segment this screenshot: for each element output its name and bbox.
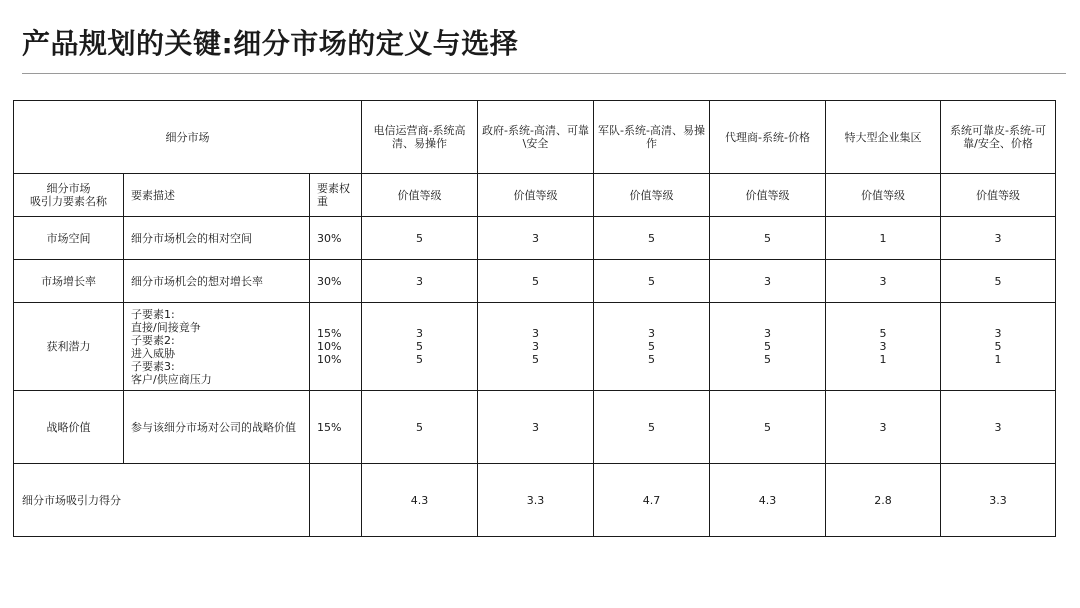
segment-header-cell: 细分市场 [14, 101, 362, 174]
value-level: 1 [826, 217, 941, 260]
value-level: 5 [594, 217, 710, 260]
factor-name: 战略价值 [14, 391, 124, 464]
value-level: 3 [941, 391, 1056, 464]
segment-header: 军队-系统-高清、易操作 [594, 101, 710, 174]
value-level: 3 5 1 [941, 303, 1056, 391]
factor-name: 获利潜力 [14, 303, 124, 391]
factor-description: 细分市场机会的相对空间 [124, 217, 310, 260]
factor-name: 市场增长率 [14, 260, 124, 303]
factor-description: 参与该细分市场对公司的战略价值 [124, 391, 310, 464]
value-level: 3 3 5 [478, 303, 594, 391]
value-level-header: 价值等级 [826, 174, 941, 217]
factor-name-header: 细分市场 吸引力要素名称 [14, 174, 124, 217]
value-level: 5 [941, 260, 1056, 303]
value-level: 3 [826, 260, 941, 303]
total-score: 4.3 [710, 464, 826, 537]
segment-header: 系统可靠皮-系统-可靠/安全、价格 [941, 101, 1056, 174]
total-score: 3.3 [478, 464, 594, 537]
table-row [14, 217, 1056, 260]
table-row [14, 303, 1056, 391]
table-footer-row [14, 464, 1056, 537]
value-level: 3 [362, 260, 478, 303]
segment-header: 特大型企业集区 [826, 101, 941, 174]
table-row [14, 391, 1056, 464]
value-level-header: 价值等级 [478, 174, 594, 217]
value-level: 5 [362, 391, 478, 464]
factor-description: 子要素1: 直接/间接竟争 子要素2: 进入威胁 子要素3: 客户/供应商压力 [124, 303, 310, 391]
value-level: 5 [362, 217, 478, 260]
table-header-row [14, 101, 1056, 174]
value-level: 3 [826, 391, 941, 464]
page-title: 产品规划的关键:细分市场的定义与选择 [22, 27, 519, 60]
value-level: 3 5 5 [362, 303, 478, 391]
factor-description: 细分市场机会的想对增长率 [124, 260, 310, 303]
table-subheader-row [14, 174, 1056, 217]
weight-header: 要素权 重 [310, 174, 362, 217]
segment-attractiveness-table [13, 100, 1056, 537]
segment-header: 代理商-系统-价格 [710, 101, 826, 174]
factor-weight: 15% [310, 391, 362, 464]
value-level: 5 [710, 391, 826, 464]
value-level: 3 5 5 [594, 303, 710, 391]
total-score: 3.3 [941, 464, 1056, 537]
total-score-label: 细分市场吸引力得分 [14, 464, 310, 537]
value-level: 3 5 5 [710, 303, 826, 391]
value-level: 5 [594, 391, 710, 464]
value-level: 5 [594, 260, 710, 303]
value-level: 5 [710, 217, 826, 260]
total-score: 4.3 [362, 464, 478, 537]
value-level: 3 [941, 217, 1056, 260]
factor-weight: 30% [310, 260, 362, 303]
value-level-header: 价值等级 [710, 174, 826, 217]
title-divider [22, 73, 1066, 74]
segment-header: 政府-系统-高清、可靠\安全 [478, 101, 594, 174]
value-level: 5 3 1 [826, 303, 941, 391]
value-level: 5 [478, 260, 594, 303]
total-score: 2.8 [826, 464, 941, 537]
description-header: 要素描述 [124, 174, 310, 217]
value-level-header: 价值等级 [594, 174, 710, 217]
value-level: 3 [710, 260, 826, 303]
total-weight [310, 464, 362, 537]
value-level: 3 [478, 391, 594, 464]
value-level: 3 [478, 217, 594, 260]
value-level-header: 价值等级 [941, 174, 1056, 217]
factor-weight: 15% 10% 10% [310, 303, 362, 391]
segment-header: 电信运营商-系统高清、易操作 [362, 101, 478, 174]
value-level-header: 价值等级 [362, 174, 478, 217]
table-row [14, 260, 1056, 303]
factor-name: 市场空间 [14, 217, 124, 260]
factor-weight: 30% [310, 217, 362, 260]
total-score: 4.7 [594, 464, 710, 537]
